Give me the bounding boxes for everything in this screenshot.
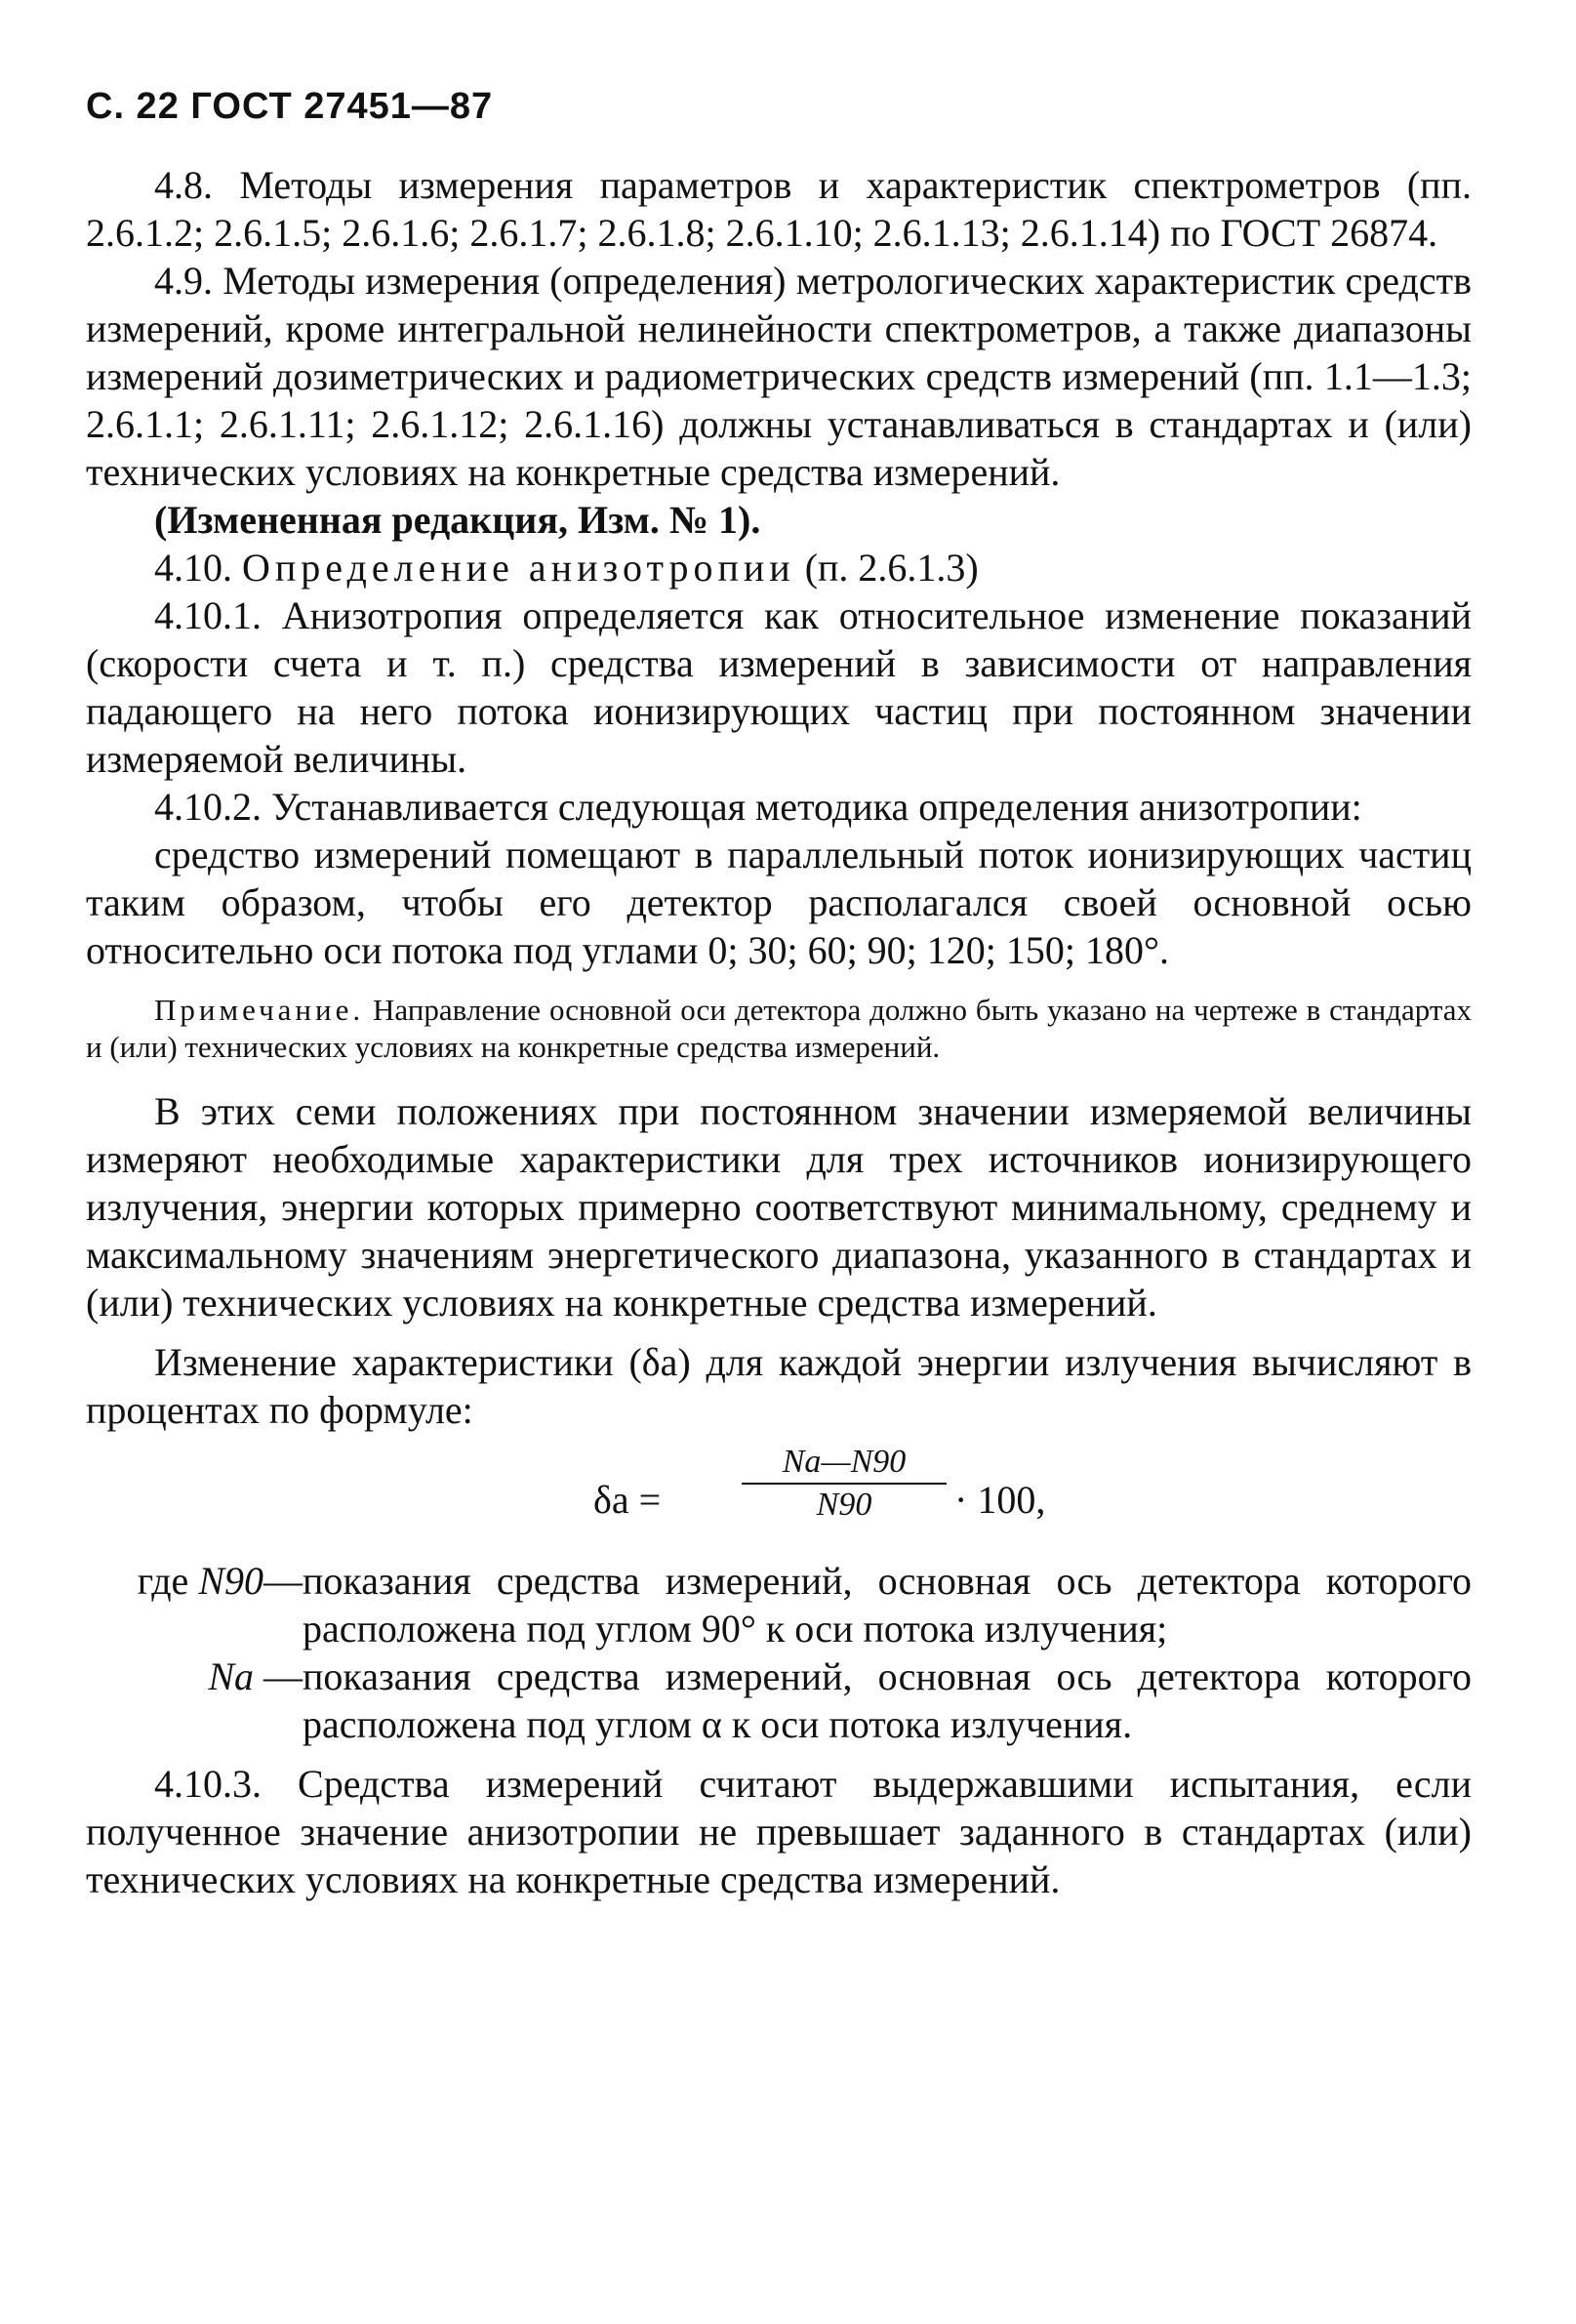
- note-text: Направление основной оси детектора должно быть указано на чертеже в стандартах и (или) технических условиях на конкретные средства измерений.: [86, 993, 1473, 1064]
- definition-n90: [86, 1557, 1472, 1652]
- section-4-10-heading: [86, 544, 1472, 591]
- paragraph-seven-positions: В этих семи положениях при постоянном значении измеряемой величины измеряют необходимые характеристики для трех источников ионизирующего излучения, энергии которых примерно соответствуют минимальному, среднему и максимальному значениям энергетического диапазона, указанного в стандартах и (или) технических условиях на конкретные средства измерений.: [86, 1089, 1472, 1325]
- definition-na: [86, 1652, 1472, 1748]
- definition-dash: —: [263, 1559, 303, 1603]
- section-ref: (п. 2.6.1.3): [804, 546, 979, 590]
- paragraph-change-formula: Изменение характеристики (δa) для каждой энергии излучения вычисляют в процентах по формуле:: [86, 1340, 1472, 1432]
- definition-text: показания средства измерений, основная ось детектора которого расположена под углом 90° к оси потока излучения;: [303, 1559, 1472, 1651]
- definition-dash: —: [254, 1654, 303, 1698]
- amendment-note: (Измененная редакция, Изм. № 1).: [154, 498, 761, 542]
- formula-denominator: N90: [816, 1487, 872, 1523]
- formula-numerator: Na—N90: [742, 1444, 947, 1485]
- definition-symbol: Na: [208, 1654, 254, 1698]
- note-label: Примечание.: [154, 993, 365, 1027]
- formula-definitions: [86, 1557, 1472, 1748]
- document-page: [86, 86, 1472, 1903]
- definition-text: показания средства измерений, основная ось детектора которого расположена под углом α к оси потока излучения.: [303, 1654, 1472, 1746]
- paragraph-4-9: 4.9. Методы измерения (определения) метрологических характеристик средств измерений, кроме интегральной нелинейности спектрометров, а также диапазоны измерений дозиметрических и радиометрических средств измерений (пп. 1.1—1.3; 2.6.1.1; 2.6.1.11; 2.6.1.12; 2.6.1.16) должны устанавливаться в стандартах и (или) технических условиях на конкретные средства измерений.: [86, 259, 1472, 494]
- paragraph-4-10-1: 4.10.1. Анизотропия определяется как относительное изменение показаний (скорости счета и т. п.) средства измерений в зависимости от направления падающего на него потока ионизирующих частиц при постоянном значении измеряемой величины.: [86, 593, 1472, 781]
- paragraph-4-10-2-method: средство измерений помещают в параллельный поток ионизирующих частиц таким образом, чтобы его детектор располагался своей основной осью относительно оси потока под углами 0; 30; 60; 90; 120; 150; 180°.: [86, 833, 1472, 972]
- anisotropy-formula: [86, 1444, 1472, 1551]
- section-number: 4.10.: [154, 546, 232, 590]
- formula-fraction: [742, 1444, 947, 1524]
- definition-prefix: где: [137, 1559, 189, 1603]
- paragraph-4-8: 4.8. Методы измерения параметров и характеристик спектрометров (пп. 2.6.1.2; 2.6.1.5; 2.6.1.6; 2.6.1.7; 2.6.1.8; 2.6.1.10; 2.6.1.13; 2.6.1.14) по ГОСТ 26874.: [86, 163, 1472, 255]
- section-title: Определение анизотропии: [242, 546, 795, 590]
- paragraph-4-10-3: 4.10.3. Средства измерений считают выдержавшими испытания, если полученное значение анизотропии не превышает заданного в стандартах (или) технических условиях на конкретные средства измерений.: [86, 1762, 1472, 1901]
- definition-symbol: N90: [198, 1559, 263, 1603]
- paragraph-4-10-2: 4.10.2. Устанавливается следующая методика определения анизотропии:: [154, 785, 1362, 829]
- page-header: С. 22 ГОСТ 27451—87: [86, 86, 494, 127]
- formula-rhs: · 100,: [954, 1478, 1046, 1522]
- formula-lhs: δa =: [593, 1478, 662, 1522]
- note: [86, 992, 1472, 1066]
